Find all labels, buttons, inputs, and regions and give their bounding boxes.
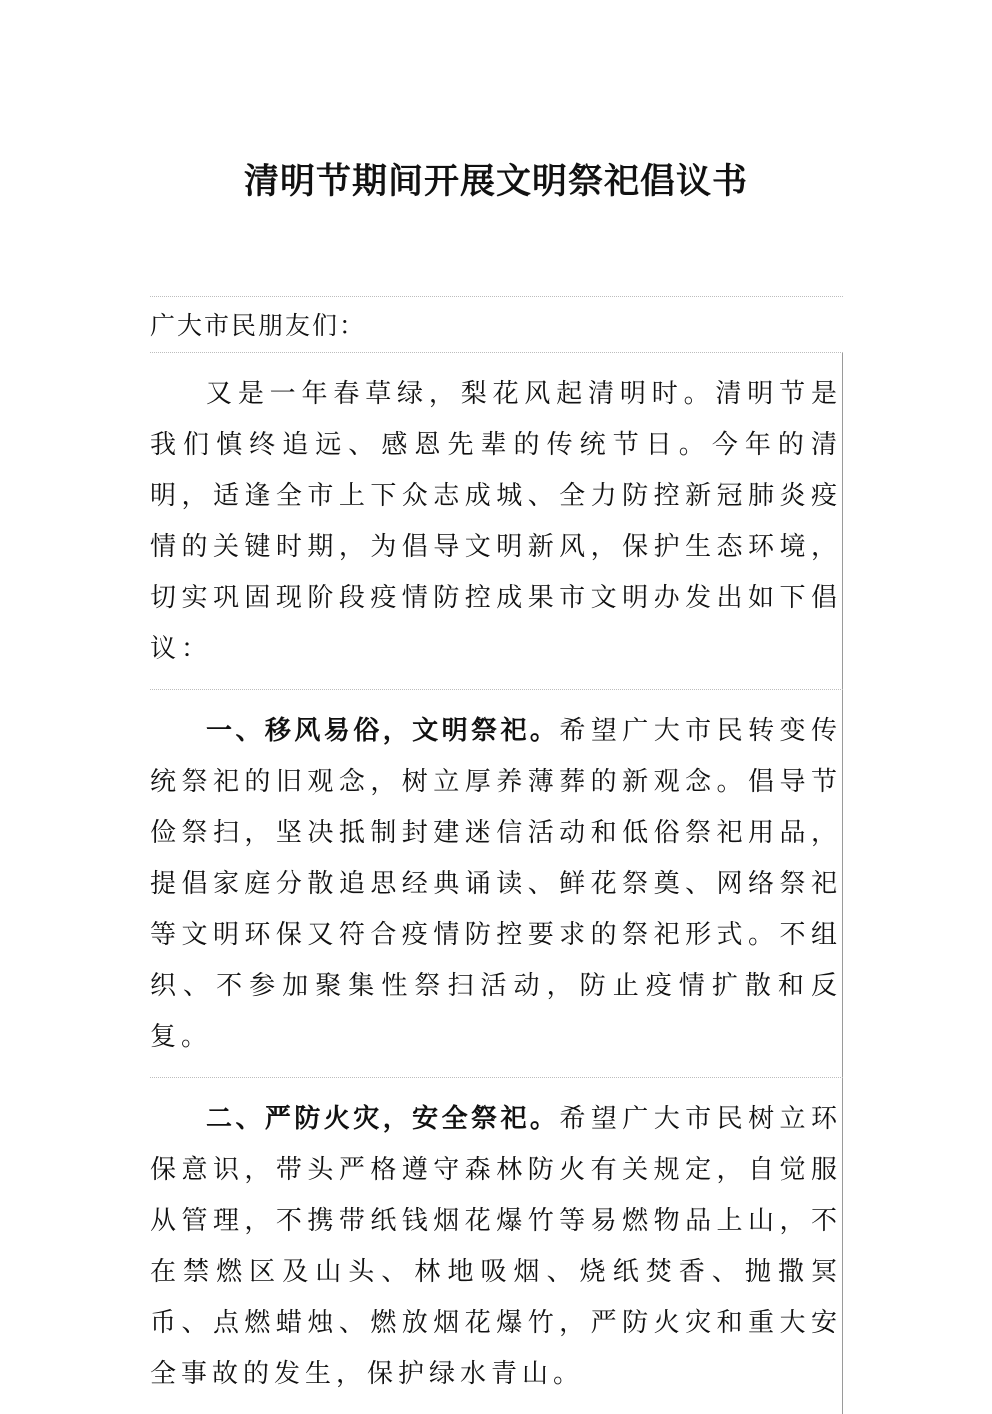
paragraph-heading: 一、移风易俗，文明祭祀。 xyxy=(206,716,560,746)
paragraph-intro xyxy=(150,353,843,689)
paragraph-item-1 xyxy=(150,690,843,1077)
paragraph-text: 希望广大市民转变传统祭祀的旧观念，树立厚养薄葬的新观念。倡导节俭祭扫，坚决抵制封建迷信活动和低俗祭祀用品，提倡家庭分散追思经典诵读、鲜花祭奠、网络祭祀等文明环保又符合疫情防控要求的祭祀形式。不组织、不参加聚集性祭扫活动，防止疫情扩散和反复。 xyxy=(150,716,842,1052)
salutation: 广大市民朋友们： xyxy=(150,311,367,340)
document-body xyxy=(150,296,843,1414)
paragraph-text: 又是一年春草绿，梨花风起清明时。清明节是我们慎终追远、感恩先辈的传统节日。今年的清明，适逢全市上下众志成城、全力防控新冠肺炎疫情的关键时期，为倡导文明新风，保护生态环境，切实巩固现阶段疫情防控成果市文明办发出如下倡议： xyxy=(150,379,842,664)
document-title: 清明节期间开展文明祭祀倡议书 xyxy=(243,161,748,202)
paragraph-text: 希望广大市民树立环保意识，带头严格遵守森林防火有关规定，自觉服从管理，不携带纸钱烟花爆竹等易燃物品上山，不在禁燃区及山头、林地吸烟、烧纸焚香、抛撒冥币、点燃蜡烛、燃放烟花爆竹，严防火灾和重大安全事故的发生，保护绿水青山。 xyxy=(150,1104,842,1389)
paragraph-item-2 xyxy=(150,1078,843,1414)
paragraph-heading: 二、严防火灾，安全祭祀。 xyxy=(206,1104,560,1134)
